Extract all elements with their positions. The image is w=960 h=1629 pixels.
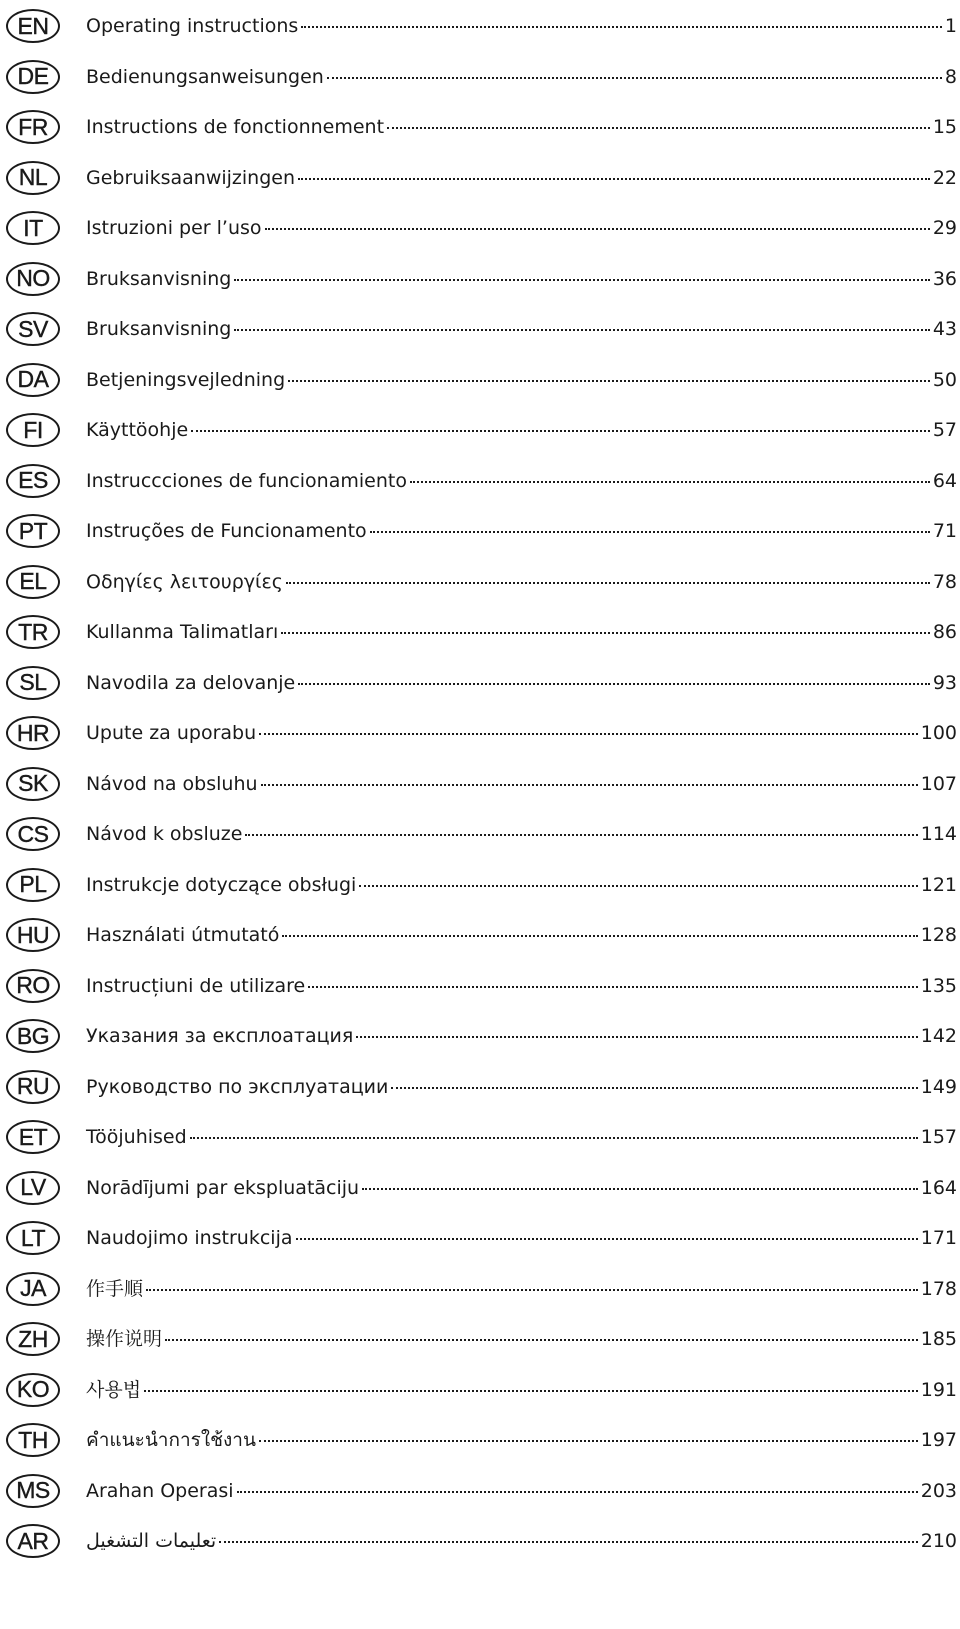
dot-leader bbox=[144, 1390, 918, 1392]
dot-leader bbox=[308, 986, 917, 988]
toc-entry-line bbox=[86, 1024, 957, 1048]
toc-entry-ja[interactable] bbox=[0, 1263, 960, 1316]
language-badge: SL bbox=[6, 666, 60, 700]
dot-leader bbox=[259, 733, 918, 735]
language-badge: EN bbox=[6, 9, 60, 43]
toc-entry-title[interactable]: Betjeningsvejledning bbox=[86, 368, 286, 391]
toc-entry-title[interactable]: Käyttöohje bbox=[86, 419, 189, 442]
toc-entry-title[interactable]: Norādījumi par ekspluatāciju bbox=[86, 1176, 360, 1199]
page-number: 171 bbox=[920, 1227, 957, 1250]
toc-entry-lt[interactable] bbox=[0, 1212, 960, 1265]
language-badge: FI bbox=[6, 413, 60, 447]
toc-entry-line bbox=[86, 1327, 957, 1351]
toc-entry-de[interactable] bbox=[0, 51, 960, 104]
dot-leader bbox=[356, 1036, 917, 1038]
language-badge: BG bbox=[6, 1019, 60, 1053]
page-number: 100 bbox=[920, 722, 957, 745]
toc-entry-title[interactable]: Instruções de Funcionamento bbox=[86, 520, 367, 543]
language-badge: CS bbox=[6, 817, 60, 851]
toc-entry-title[interactable]: 사용법 bbox=[86, 1378, 142, 1401]
language-badge: NL bbox=[6, 161, 60, 195]
toc-entry-line bbox=[86, 267, 957, 291]
toc-entry-line bbox=[86, 570, 957, 594]
toc-entry-line bbox=[86, 671, 957, 695]
language-badge: IT bbox=[6, 211, 60, 245]
page-number: 36 bbox=[932, 267, 957, 290]
toc-entry-line bbox=[86, 772, 957, 796]
dot-leader bbox=[327, 77, 942, 79]
toc-entry-title[interactable]: Instrucțiuni de utilizare bbox=[86, 974, 306, 997]
language-badge: PL bbox=[6, 868, 60, 902]
toc-entry-line bbox=[86, 822, 957, 846]
toc-entry-bg[interactable] bbox=[0, 1010, 960, 1063]
language-badge: DA bbox=[6, 363, 60, 397]
toc-entry-ar[interactable] bbox=[0, 1515, 960, 1568]
toc-entry-line bbox=[86, 974, 957, 998]
toc-entry-line bbox=[86, 115, 957, 139]
toc-entry-ms[interactable] bbox=[0, 1465, 960, 1518]
toc-entry-et[interactable] bbox=[0, 1111, 960, 1164]
dot-leader bbox=[370, 531, 930, 533]
dot-leader bbox=[391, 1087, 917, 1089]
page-number: 185 bbox=[920, 1328, 957, 1351]
toc-entry-da[interactable] bbox=[0, 354, 960, 407]
page-number: 128 bbox=[920, 924, 957, 947]
toc-entry-line bbox=[86, 368, 957, 392]
page-number: 22 bbox=[932, 166, 957, 189]
toc-entry-tr[interactable] bbox=[0, 606, 960, 659]
toc-entry-title[interactable]: Návod k obsluze bbox=[86, 823, 243, 846]
toc-entry-lv[interactable] bbox=[0, 1162, 960, 1215]
toc-entry-sv[interactable] bbox=[0, 303, 960, 356]
page-number: 78 bbox=[932, 570, 957, 593]
toc-entry-line bbox=[86, 1226, 957, 1250]
toc-entry-title[interactable]: Istruzioni per l’uso bbox=[86, 217, 262, 240]
page-number: 210 bbox=[920, 1530, 957, 1553]
toc-entry-title[interactable]: Руководство по эксплуатации bbox=[86, 1075, 389, 1098]
page-number: 15 bbox=[932, 116, 957, 139]
dot-leader bbox=[245, 834, 917, 836]
toc-entry-es[interactable] bbox=[0, 455, 960, 508]
toc-entry-el[interactable] bbox=[0, 556, 960, 609]
toc-entry-title[interactable]: 操作说明 bbox=[86, 1328, 163, 1351]
page-number: 178 bbox=[920, 1277, 957, 1300]
language-badge: TH bbox=[6, 1423, 60, 1457]
page-number: 157 bbox=[920, 1126, 957, 1149]
toc-entry-line bbox=[86, 1428, 957, 1452]
page-number: 43 bbox=[932, 318, 957, 341]
toc-entry-title[interactable]: Указания за експлоатация bbox=[86, 1025, 354, 1048]
toc-entry-title[interactable]: Tööjuhised bbox=[86, 1126, 187, 1149]
toc-entry-line bbox=[86, 721, 957, 745]
page-number: 121 bbox=[920, 873, 957, 896]
language-badge: ET bbox=[6, 1120, 60, 1154]
toc-entry-line bbox=[86, 166, 957, 190]
language-badge: KO bbox=[6, 1373, 60, 1407]
toc-entry-ko[interactable] bbox=[0, 1364, 960, 1417]
toc-entry-title[interactable]: Gebruiksaanwijzingen bbox=[86, 166, 296, 189]
toc-entry-line bbox=[86, 1378, 957, 1402]
toc-entry-en[interactable] bbox=[0, 0, 960, 53]
toc-entry-zh[interactable] bbox=[0, 1313, 960, 1366]
page-number: 114 bbox=[920, 823, 957, 846]
toc-entry-fr[interactable] bbox=[0, 101, 960, 154]
page-number: 71 bbox=[932, 520, 957, 543]
toc-entry-line bbox=[86, 1529, 957, 1553]
toc-entry-pt[interactable] bbox=[0, 505, 960, 558]
language-badge: SK bbox=[6, 767, 60, 801]
dot-leader bbox=[286, 582, 930, 584]
dot-leader bbox=[146, 1289, 918, 1291]
toc-entry-pl[interactable] bbox=[0, 859, 960, 912]
dot-leader bbox=[261, 784, 918, 786]
dot-leader bbox=[296, 1238, 918, 1240]
toc-entry-line bbox=[86, 418, 957, 442]
toc-entry-line bbox=[86, 1125, 957, 1149]
toc-entry-it[interactable] bbox=[0, 202, 960, 255]
dot-leader bbox=[282, 935, 917, 937]
page-number: 191 bbox=[920, 1378, 957, 1401]
toc-entry-line bbox=[86, 317, 957, 341]
language-badge: PT bbox=[6, 514, 60, 548]
dot-leader bbox=[190, 1137, 918, 1139]
page-number: 93 bbox=[932, 671, 957, 694]
toc-entry-title[interactable]: Οδηγίες λειτουργίες bbox=[86, 570, 283, 593]
dot-leader bbox=[165, 1339, 918, 1341]
toc-entry-title[interactable]: Naudojimo instrukcija bbox=[86, 1227, 293, 1250]
language-badge: LT bbox=[6, 1221, 60, 1255]
language-badge: HU bbox=[6, 918, 60, 952]
page-number: 107 bbox=[920, 772, 957, 795]
toc-entry-th[interactable] bbox=[0, 1414, 960, 1467]
page-number: 135 bbox=[920, 974, 957, 997]
language-badge: NO bbox=[6, 262, 60, 296]
dot-leader bbox=[259, 1440, 918, 1442]
language-badge: RO bbox=[6, 969, 60, 1003]
toc-entry-line bbox=[86, 1277, 957, 1301]
toc-entry-title[interactable]: 作手順 bbox=[86, 1277, 144, 1300]
dot-leader bbox=[362, 1188, 918, 1190]
dot-leader bbox=[191, 430, 930, 432]
toc-entry-line bbox=[86, 469, 957, 493]
page-number: 164 bbox=[920, 1176, 957, 1199]
toc-entry-hu[interactable] bbox=[0, 909, 960, 962]
toc-entry-line bbox=[86, 923, 957, 947]
page-number: 142 bbox=[920, 1025, 957, 1048]
toc-entry-hr[interactable] bbox=[0, 707, 960, 760]
toc-entry-line bbox=[86, 14, 957, 38]
toc-entry-line bbox=[86, 519, 957, 543]
toc-entry-title[interactable]: Návod na obsluhu bbox=[86, 772, 258, 795]
toc-entry-title[interactable]: Instrukcje dotyczące obsługi bbox=[86, 873, 357, 896]
toc-entry-sl[interactable] bbox=[0, 657, 960, 710]
language-badge: TR bbox=[6, 615, 60, 649]
toc-entry-line bbox=[86, 1479, 957, 1503]
toc-entry-sk[interactable] bbox=[0, 758, 960, 811]
dot-leader bbox=[219, 1541, 918, 1543]
toc-entry-line bbox=[86, 1075, 957, 1099]
toc-entry-line bbox=[86, 873, 957, 897]
language-badge: DE bbox=[6, 60, 60, 94]
toc-entry-line bbox=[86, 1176, 957, 1200]
toc-entry-title[interactable]: تعليمات التشغيل bbox=[86, 1530, 217, 1553]
toc-entry-ru[interactable] bbox=[0, 1061, 960, 1114]
toc-entry-line bbox=[86, 216, 957, 240]
toc-entry-title[interactable]: Instruccciones de funcionamiento bbox=[86, 469, 407, 492]
toc-entry-title[interactable]: Operating instructions bbox=[86, 15, 299, 38]
toc-entry-title[interactable]: Instructions de fonctionnement bbox=[86, 116, 385, 139]
dot-leader bbox=[265, 228, 930, 230]
dot-leader bbox=[281, 632, 930, 634]
page-number: 29 bbox=[932, 217, 957, 240]
toc-entry-title[interactable]: Bedienungsanweisungen bbox=[86, 65, 324, 88]
dot-leader bbox=[234, 279, 929, 281]
toc-entry-title[interactable]: Navodila za delovanje bbox=[86, 671, 296, 694]
language-badge: ZH bbox=[6, 1322, 60, 1356]
language-badge: RU bbox=[6, 1070, 60, 1104]
language-badge: MS bbox=[6, 1474, 60, 1508]
dot-leader bbox=[359, 885, 917, 887]
dot-leader bbox=[298, 178, 930, 180]
dot-leader bbox=[237, 1491, 918, 1493]
dot-leader bbox=[298, 683, 930, 685]
page-number: 64 bbox=[932, 469, 957, 492]
toc-entry-title[interactable]: Bruksanvisning bbox=[86, 267, 232, 290]
language-badge: FR bbox=[6, 110, 60, 144]
page-number: 50 bbox=[932, 368, 957, 391]
toc-entry-ro[interactable] bbox=[0, 960, 960, 1013]
page-number: 86 bbox=[932, 621, 957, 644]
page-number: 149 bbox=[920, 1075, 957, 1098]
toc-entry-no[interactable] bbox=[0, 253, 960, 306]
language-badge: SV bbox=[6, 312, 60, 346]
page-number: 8 bbox=[944, 65, 957, 88]
language-badge: LV bbox=[6, 1171, 60, 1205]
toc-entry-title[interactable]: คำแนะนำการใช้งาน bbox=[86, 1429, 256, 1452]
page-number: 57 bbox=[932, 419, 957, 442]
dot-leader bbox=[234, 329, 929, 331]
toc-entry-cs[interactable] bbox=[0, 808, 960, 861]
language-badge: AR bbox=[6, 1524, 60, 1558]
page-number: 1 bbox=[944, 15, 957, 38]
language-badge: EL bbox=[6, 565, 60, 599]
page-number: 197 bbox=[920, 1429, 957, 1452]
language-badge: JA bbox=[6, 1272, 60, 1306]
toc-entry-nl[interactable] bbox=[0, 152, 960, 205]
language-badge: ES bbox=[6, 464, 60, 498]
toc-entry-fi[interactable] bbox=[0, 404, 960, 457]
toc-entry-line bbox=[86, 65, 957, 89]
toc-entry-line bbox=[86, 620, 957, 644]
toc-entry-title[interactable]: Arahan Operasi bbox=[86, 1479, 234, 1502]
dot-leader bbox=[301, 26, 942, 28]
toc-entry-title[interactable]: Bruksanvisning bbox=[86, 318, 232, 341]
language-badge: HR bbox=[6, 716, 60, 750]
toc-entry-title[interactable]: Használati útmutató bbox=[86, 924, 280, 947]
dot-leader bbox=[410, 481, 930, 483]
dot-leader bbox=[387, 127, 930, 129]
page-number: 203 bbox=[920, 1479, 957, 1502]
toc-entry-title[interactable]: Kullanma Talimatları bbox=[86, 621, 279, 644]
dot-leader bbox=[288, 380, 930, 382]
toc-entry-title[interactable]: Upute za uporabu bbox=[86, 722, 257, 745]
